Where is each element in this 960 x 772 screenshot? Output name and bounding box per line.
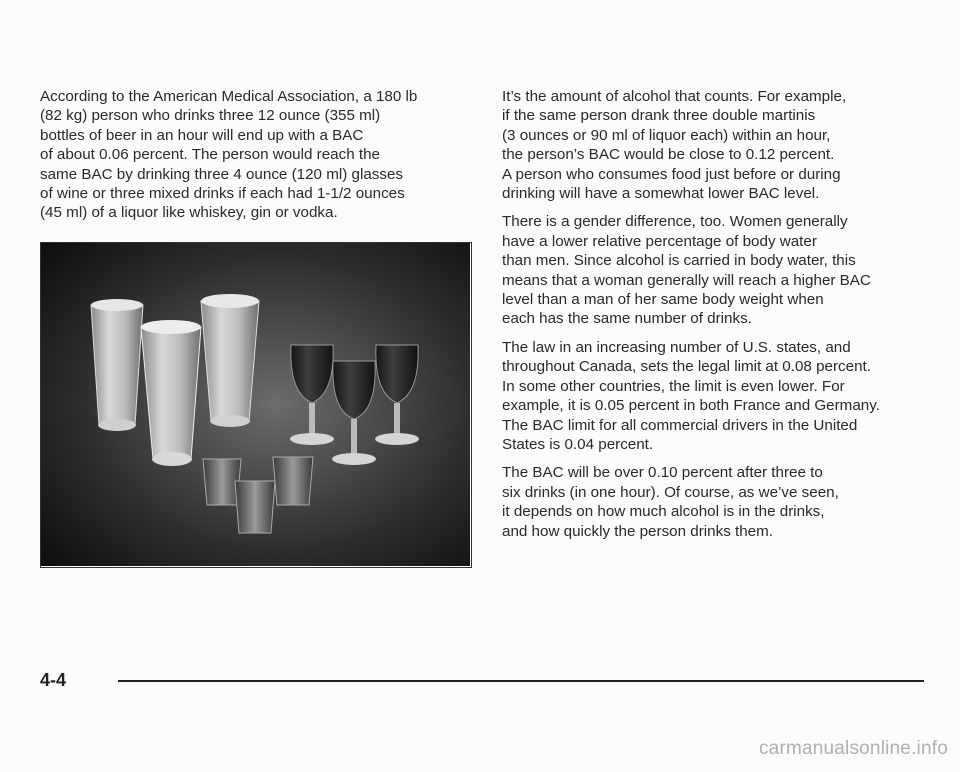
text-line: (45 ml) of a liquor like whiskey, gin or vodka. — [40, 204, 338, 222]
drinks-photo — [40, 242, 472, 568]
text-line: have a lower relative percentage of body water — [502, 232, 817, 250]
shot-glass — [235, 481, 275, 533]
text-line: It’s the amount of alcohol that counts. For example, — [502, 88, 847, 105]
paragraph-right-2 — [502, 212, 932, 328]
text-line: if the same person drank three double martinis — [502, 107, 816, 125]
beer-glass — [91, 299, 143, 431]
text-line: six drinks (in one hour). Of course, as we’ve seen, — [502, 483, 839, 501]
paragraph-right-4 — [502, 463, 932, 541]
text-line: States is 0.04 percent. — [502, 435, 654, 453]
text-line: (3 ounces or 90 ml of liquor each) within an hour, — [502, 126, 831, 144]
text-line: drinking will have a somewhat lower BAC level. — [502, 185, 820, 203]
beer-glass — [201, 294, 259, 427]
text-line: The BAC limit for all commercial drivers in the United — [502, 416, 858, 434]
paragraph-right-3 — [502, 338, 932, 454]
text-line: level than a man of her same body weight when — [502, 291, 824, 309]
text-line: There is a gender difference, too. Women generally — [502, 213, 848, 231]
text-line: The BAC will be over 0.10 percent after three to — [502, 464, 823, 482]
text-line: of wine or three mixed drinks if each had 1-1/2 ounces — [40, 185, 405, 203]
text-line: each has the same number of drinks. — [502, 310, 752, 328]
text-line: and how quickly the person drinks them. — [502, 522, 773, 540]
left-column — [40, 87, 480, 232]
text-line: (82 kg) person who drinks three 12 ounce (355 ml) — [40, 107, 381, 125]
text-line: The law in an increasing number of U.S. states, and — [502, 338, 851, 356]
text-line: According to the American Medical Association, a 180 lb — [40, 88, 418, 105]
text-line: means that a woman generally will reach a higher BAC — [502, 271, 871, 289]
paragraph-right-1 — [502, 87, 932, 203]
paragraph-left-1 — [40, 87, 480, 223]
drinks-illustration — [41, 243, 470, 566]
text-line: example, it is 0.05 percent in both France and Germany. — [502, 397, 880, 415]
text-line: of about 0.06 percent. The person would reach the — [40, 146, 380, 164]
text-line: bottles of beer in an hour will end up with a BAC — [40, 126, 364, 144]
text-line: than men. Since alcohol is carried in body water, this — [502, 252, 856, 270]
right-column — [502, 87, 932, 550]
shot-glass — [273, 457, 313, 505]
text-line: it depends on how much alcohol is in the drinks, — [502, 503, 825, 521]
text-line: A person who consumes food just before or during — [502, 165, 841, 183]
text-line: the person’s BAC would be close to 0.12 percent. — [502, 146, 835, 164]
page-number: 4-4 — [40, 670, 67, 690]
text-line: throughout Canada, sets the legal limit at 0.08 percent. — [502, 358, 871, 376]
text-line: same BAC by drinking three 4 ounce (120 ml) glasses — [40, 165, 403, 183]
watermark: carmanualsonline.info — [758, 738, 948, 759]
text-line: In some other countries, the limit is even lower. For — [502, 377, 845, 395]
footer-rule — [118, 680, 924, 682]
